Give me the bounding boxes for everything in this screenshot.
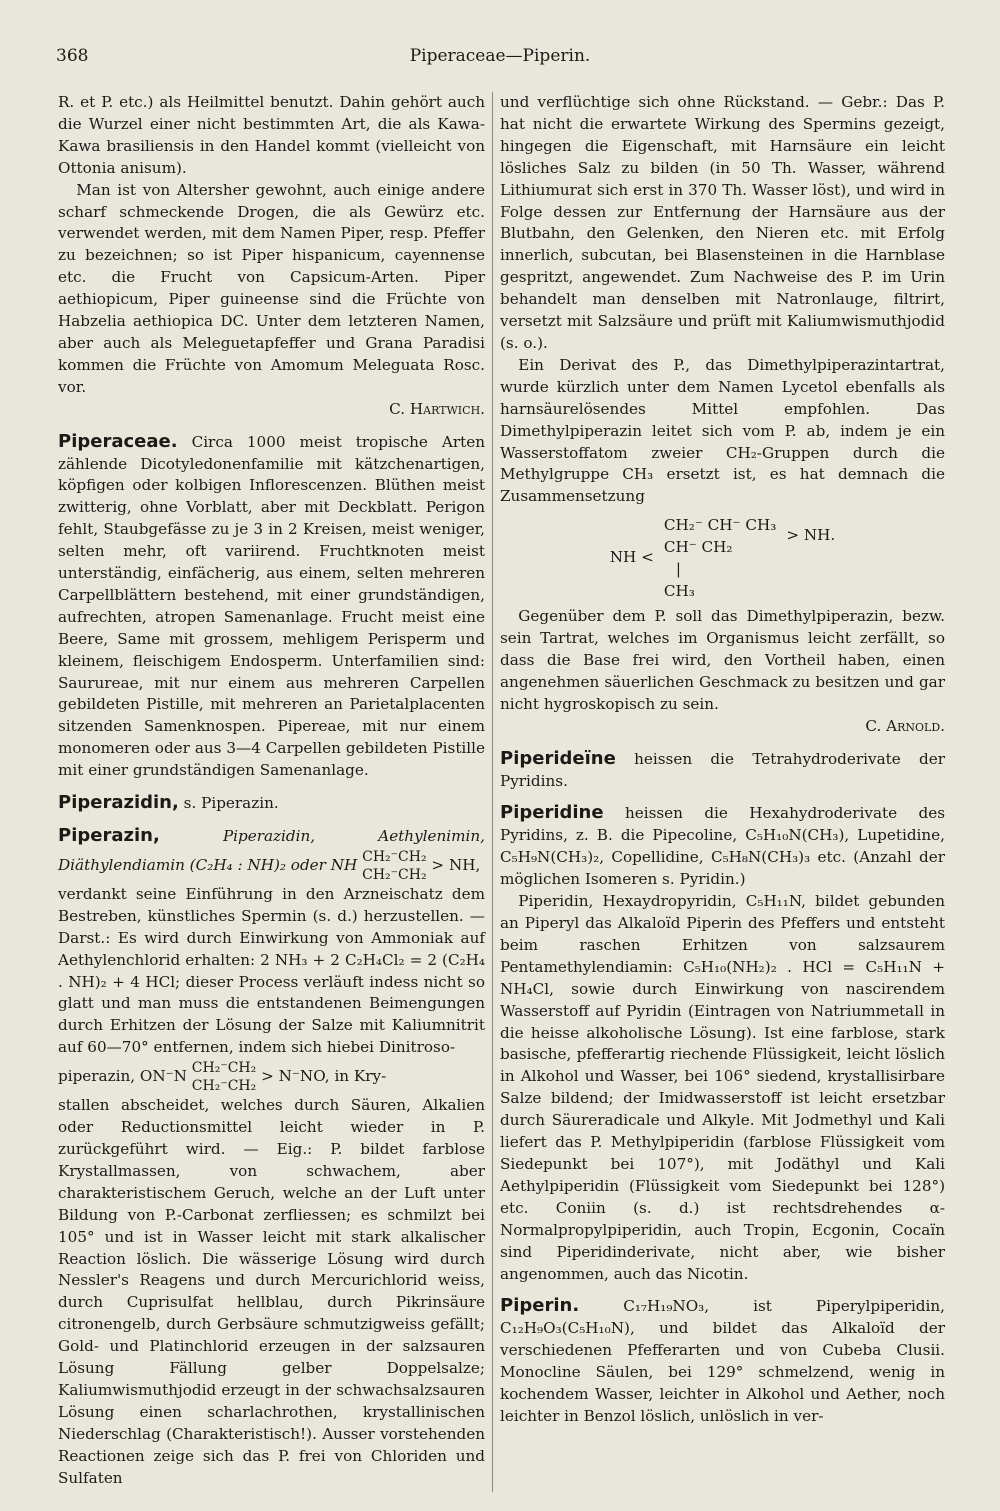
paragraph: verdankt seine Einführung in den Arzneischatz dem Bestreben, künstliches Spermin (s. d.) herzustellen. — Darst.: Es wird durch Einwirkung von Ammoniak auf Aethylenchlorid erhalten: 2 NH₃ + 2 C₂H₄Cl₂ = 2 (C₂H₄ . NH)₂ + 4 HCl; dieser Process verläuft indess nicht so glatt und man muss die entstandenen Beimengungen durch Erhitzen der Lösung der Salze mit Kaliumnitrit auf 60—70° entfernen, indem sich hiebei Dinitroso-: [58, 884, 485, 1057]
page-header: [56, 46, 944, 70]
left-column: [58, 92, 485, 1489]
entry-piperin: [500, 1295, 945, 1427]
entry-text: heissen die Tetrahydroderivate der Pyridins.: [500, 749, 946, 790]
entry-text: Circa 1000 meist tropische Arten zählende Dicotyledonenfamilie mit kätzchenartigen, köpfigen oder kolbigen Inflorescenzen. Blüthen meist zwitterig, ohne Vorblatt, aber mit Deckblatt. Perigon fehlt, Staubgefässe zu je 3 in 2 Kreisen, meist weniger, selten mehr, oft variirend. Fruchtknoten meist unterständig, einfächerig, aus einem, selten mehreren Carpellblättern bestehend, mit einer grundständigen, aufrechten, atropen Samenanlage. Frucht meist eine Beere, Same mit grossem, mehligem Perisperm und kleinem, fleischigem Endosperm. Unterfamilien sind: Saurureae, mit nur einem aus mehreren Carpellen gebildeten Pistille, mit mehreren an Parietalplacenten sitzenden Samenknospen. Pipereae, mit nur einem monomeren oder aus 3—4 Carpellen gebildeten Pistille mit einer grundständigen Samenanlage.: [58, 432, 485, 780]
column-divider: [492, 92, 493, 1492]
entry-piperideine: [500, 748, 945, 793]
formula-top: CH₂⁻CH₂: [191, 1060, 257, 1077]
formula-tail: > N⁻NO, in Kry-: [261, 1067, 387, 1086]
entry-heading: Piperaceae.: [58, 430, 178, 452]
formula-top: CH₂⁻CH₂: [362, 848, 427, 865]
entry-text: s. Piperazin.: [183, 794, 279, 813]
author-signature: C. Arnold.: [865, 716, 945, 735]
entry-heading: Piperideïne: [500, 747, 616, 769]
page-number: 368: [56, 46, 89, 66]
entry-heading: Piperin.: [500, 1295, 580, 1317]
entry-text: C₁₇H₁₉NO₃, ist Piperylpiperidin, C₁₂H₉O₃(C₅H₁₀N), und bildet das Alkaloïd der verschiedenen Pfefferarten und von Cubeba Clusii. Monocline Säulen, bei 129° schmelzend, wenig in kochendem Wasser, leichter in Alkohol und Aether, noch leichter in Benzol löslich, unlöslich in ver-: [500, 1297, 945, 1425]
dimethylpiperazin-formula: [500, 514, 945, 602]
entry-piperaceae: [58, 431, 485, 783]
paragraph: Gegenüber dem P. soll das Dimethylpiperazin, bezw. sein Tartrat, welches im Organismus leicht zerfällt, so dass die Base frei wird, den Vortheil haben, einen angenehmen säuerlichen Geschmack zu besitzen und gar nicht hygroskopisch zu sein.: [500, 607, 945, 713]
formula-bottom: CH₂⁻CH₂: [362, 866, 427, 883]
formula-nh: NH <: [609, 548, 654, 567]
formula-top: CH₂⁻ CH⁻ CH₃: [663, 516, 777, 535]
entry-heading: Piperidine: [500, 802, 604, 824]
formula-bottom: CH⁻ CH₂: [663, 538, 733, 557]
paragraph: stallen abscheidet, welches durch Säuren, Alkalien oder Reductionsmittel leicht wieder in P. zurückgeführt wird. — Eig.: P. bildet farblose Krystallmassen, von schwachem, aber charakteristischem Geruch, welche an der Luft unter Bildung von P.-Carbonat zerfliessen; es schmilzt bei 105° und ist in Wasser leicht mit stark alkalischer Reaction löslich. Die wässerige Lösung wird durch Nessler's Reagens und durch Mercurichlorid weiss, durch Cuprisulfat hellblau, durch Pikrinsäure citronengelb, durch Gerbsäure schmutzigweiss gefällt; Gold- und Platinchlorid erzeugen in der salzsauren Lösung Fällung gelber Doppelsalze; Kaliumwismuthjodid erzeugt in der schwachsalzsauren Lösung einen scharlachrothen, krystallinischen Niederschlag (Charakteristisch!). Ausser vorstehenden Reactionen zeige sich das P. frei von Chloriden und Sulfaten: [58, 1096, 485, 1487]
paragraph: R. et P. etc.) als Heilmittel benutzt. Dahin gehört auch die Wurzel einer nicht bestimmten Art, die als Kawa-Kawa brasiliensis in den Handel kommt (vielleicht von Ottonia anisum).: [58, 93, 485, 177]
running-title: Piperaceae—Piperin.: [409, 46, 591, 66]
formula-tail: > NH,: [431, 855, 481, 874]
formula-bond: |: [675, 560, 681, 579]
entry-text: heissen die Hexahydroderivate des Pyridins, z. B. die Pipecoline, C₅H₁₀N(CH₃), Lupetidine, C₅H₉N(CH₃)₂, Copellidine, C₅H₈N(CH₃)₃ etc. (Anzahl der möglichen Isomeren s. Pyridin.): [500, 804, 946, 889]
nitroso-line: [58, 1059, 485, 1095]
paragraph: und verflüchtige sich ohne Rückstand. — Gebr.: Das P. hat nicht die erwartete Wirkung des Spermins gezeigt, hingegen die Eigenschaft, mit Harnsäure ein leicht lösliches Salz zu bilden (in 50 Th. Wasser, während Lithiumurat sich erst in 370 Th. Wasser löst), und wird in Folge dessen zur Entfernung der Harnsäure aus der Blutbahn, den Gelenken, den Nieren etc. mit Erfolg innerlich, subcutan, bei Blasensteinen in die Harnblase gespritzt, angewendet. Zum Nachweise des P. im Urin behandelt man denselben mit Natronlauge, filtrirt, versetzt mit Salzsäure und prüft mit Kaliumwismuthjodid (s. o.).: [500, 93, 945, 352]
entry-piperazidin: [58, 792, 485, 815]
entry-piperazin: [58, 825, 485, 884]
formula-bottom: CH₂⁻CH₂: [191, 1078, 257, 1095]
author-signature: C. Hartwich.: [389, 399, 485, 418]
ring-formula: [362, 848, 426, 884]
paragraph: Ein Derivat des P., das Dimethylpiperazintartrat, wurde kürzlich unter dem Namen Lycetol ebenfalls als harnsäurelösendes Mittel empfohlen. Das Dimethylpiperazin leitet sich vom P. ab, indem je ein Wasserstoffatom zweier CH₂-Gruppen durch die Methylgruppe CH₃ ersetzt ist, es hat demnach die Zusammensetzung: [500, 355, 945, 506]
formula-methyl: CH₃: [663, 582, 695, 601]
entry-heading: Piperazidin,: [58, 792, 179, 814]
paragraph: Piperidin, Hexaydropyridin, C₅H₁₁N, bildet gebunden an Piperyl das Alkaloïd Piperin des Pfeffers und entsteht beim raschen Erhitzen von salzsaurem Pentamethylendiamin: C₅H₁₀(NH₂)₂ . HCl = C₅H₁₁N + NH₄Cl, sowie durch Einwirkung von nascirendem Wasserstoff auf Pyridin (Eintragen von Natriummetall in die heisse alkoholische Lösung). Ist eine farblose, stark basische, pfefferartig riechende Flüssigkeit, leicht löslich in Alkohol und Wasser, bei 106° siedend, krystallisirbare Salze bildend; der Imidwasserstoff ist leicht ersetzbar durch Säureradicale und Alkyle. Mit Jodmethyl und Kali liefert das P. Methylpiperidin (farblose Flüssigkeit vom Siedepunkt bei 107°), mit Jodäthyl und Kali Aethylpiperidin (Flüssigkeit vom Siedepunkt bei 128°) etc. Coniin (s. d.) ist rechtsdrehendes α-Normalpropylpiperidin, auch Tropin, Ecgonin, Cocaïn sind Piperidinderivate, nicht aber, wie bisher angenommen, auch das Nicotin.: [500, 892, 945, 1283]
paragraph: Man ist von Altersher gewohnt, auch einige andere scharf schmeckende Drogen, die als Gewürz etc. verwendet werden, mit dem Namen Piper, resp. Pfeffer zu bezeichnen; so ist Piper hispanicum, cayennense etc. die Frucht von Capsicum-Arten. Piper aethiopicum, Piper guineense sind die Früchte von Habzelia aethiopica DC. Unter dem letzteren Namen, aber auch als Meleguetapfeffer und Grana Paradisi kommen die Früchte von Amomum Meleguata Rosc. vor.: [58, 180, 485, 396]
right-column: [500, 92, 945, 1428]
formula-tail: > NH.: [786, 526, 836, 545]
entry-piperidine: [500, 802, 945, 891]
entry-heading: Piperazin,: [58, 825, 160, 846]
ring-formula: [192, 1059, 256, 1095]
entry-synonyms: Piperazidin, Aethylenimin, Diäthylendiamin (C₂H₄ : NH)₂ oder NH: [58, 827, 486, 874]
formula-pre: piperazin, ON⁻N: [58, 1067, 187, 1086]
